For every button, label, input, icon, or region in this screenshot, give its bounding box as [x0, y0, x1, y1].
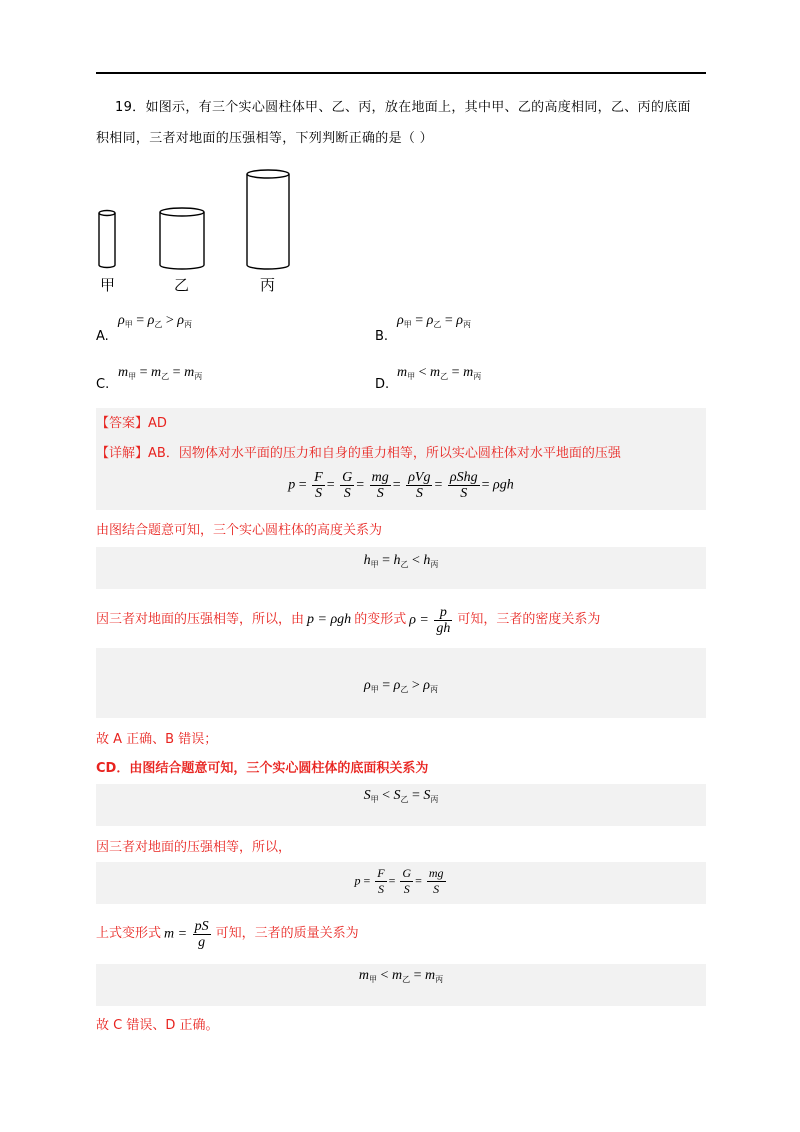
density-text-line [96, 602, 600, 638]
density-text-a: 因三者对地面的压强相等，所以，由 [96, 612, 305, 627]
detail-ab-text: AB．因物体对水平面的压力和自身的重力相等，所以实心圆柱体对水平地面的压强 [148, 446, 621, 461]
option-d-letter: D. [375, 377, 390, 392]
mass-text-b: 可知，三者的质量关系为 [215, 926, 359, 941]
density-equation: $\rho_甲 = \rho_乙 > \rho_丙$ [363, 678, 438, 694]
label-jia: 甲 [100, 276, 116, 294]
pressure-text: 因三者对地面的压强相等，所以， [96, 840, 292, 855]
density-text-c: 可知，三者的密度关系为 [457, 612, 601, 627]
option-c-formula: $m_甲 = m_乙 = m_丙$ [118, 365, 203, 381]
cylinders-figure [90, 165, 310, 295]
pressure-equation-1: p = $\frac{F}{S}$ = $\frac{G}{S}$ = $\frac{mg}{S}$ = $\frac{\text{ρVg}}{S}$ = $\frac{\text{ρShg}}{S}$ = ρgh [288, 470, 514, 501]
density-formula: p = ρgh [307, 612, 352, 627]
mass-equation: $m_甲 < m_乙 = m_丙$ [358, 968, 444, 984]
mass-text-a: 上式变形式 [96, 926, 162, 941]
cd-text: CD．由图结合题意可知，三个实心圆柱体的底面积关系为 [96, 761, 429, 776]
option-a-formula: $\rho_甲 = \rho_乙 > \rho_丙$ [118, 313, 193, 329]
option-b-letter: B. [375, 329, 389, 344]
label-bing: 丙 [260, 276, 276, 294]
cylinder-bing [247, 170, 289, 269]
detail-tag: 【详解】 [96, 446, 149, 461]
mass-formula: m = $\frac{pS}{g}$ [164, 918, 209, 950]
mass-text-line [96, 914, 359, 954]
density-text-b: 的变形式 [354, 612, 407, 627]
option-b-formula: $\rho_甲 = \rho_乙 = \rho_丙$ [397, 313, 472, 329]
option-c-letter: C. [96, 377, 110, 392]
question-line-1: 19．如图示，有三个实心圆柱体甲、乙、丙，放在地面上，其中甲、乙的高度相同，乙、丙的底面 [115, 100, 691, 115]
ab-conclusion: 故 A 正确、B 错误； [96, 732, 218, 747]
option-a-letter: A. [96, 329, 109, 344]
height-equation: $h_甲 = h_乙 < h_丙$ [363, 553, 439, 569]
label-yi: 乙 [174, 276, 190, 294]
pressure-equation-2: p = $\frac{F}{S}$ = $\frac{G}{S}$ = $\frac{mg}{S}$ [354, 866, 444, 896]
detail-ab-line [96, 446, 621, 462]
answer-tag: 【答案】 [96, 416, 149, 431]
area-equation: $S_甲 < S_乙 = S_丙$ [363, 788, 439, 804]
answer-line [96, 416, 167, 432]
density-formula-2: ρ = $\frac{p}{gh}$ [409, 604, 451, 636]
answer-value: AD [148, 416, 167, 431]
cd-conclusion: 故 C 错误、D 正确。 [96, 1018, 219, 1033]
option-d-formula: $m_甲 < m_乙 = m_丙$ [397, 365, 482, 381]
question-line-2: 积相同，三者对地面的压强相等，下列判断正确的是（ ） [96, 131, 433, 146]
cylinder-yi [160, 208, 204, 269]
height-text: 由图结合题意可知，三个实心圆柱体的高度关系为 [96, 523, 383, 538]
header-rule [96, 72, 706, 74]
cylinder-jia [99, 211, 115, 268]
